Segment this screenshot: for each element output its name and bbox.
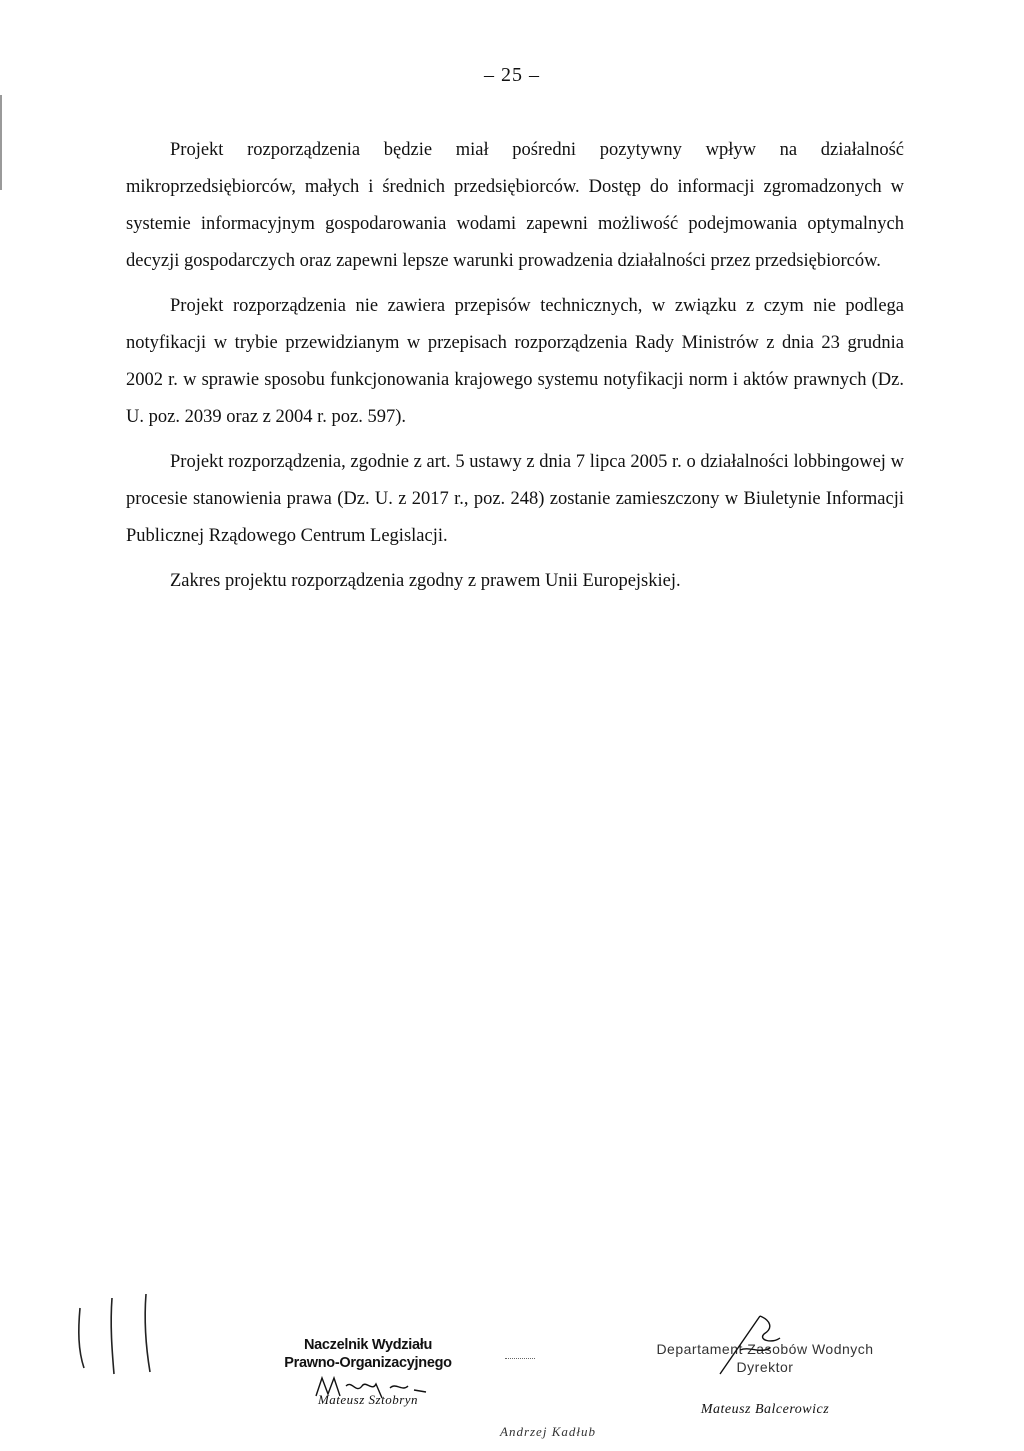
scan-edge-mark [0,95,2,190]
page-number: – 25 – [484,64,540,86]
paragraph-eu-compliance: Zakres projektu rozporządzenia zgodny z prawem Unii Europejskiej. [170,571,681,591]
paragraph-lobbying: Projekt rozporządzenia, zgodnie z art. 5 ustawy z dnia 7 lipca 2005 r. o działalności lobbingowej w procesie stanowienia prawa (Dz. U. z 2017 r., poz. 248) zostanie zamieszczony w Biuletynie Informacji Publicznej Rządowego Centrum Legislacji. [126,452,904,546]
stamp-director [650,1340,880,1418]
stamp-right-title-line1: Departament Zasobów Wodnych [656,1341,874,1357]
stamp-right-title-line2: Dyrektor [736,1359,794,1375]
paragraph-impact: Projekt rozporządzenia będzie miał pośredni pozytywny wpływ na działalność mikroprzedsiębiorców, małych i średnich przedsiębiorców. Dostęp do informacji zgromadzonych w systemie informacyjnym gospodarowania wodami zapewni możliwość podejmowania optymalnych decyzji gospodarczych oraz zapewni lepsze warunki prowadzenia działalności przez przedsiębiorców. [126,140,904,271]
stamp-left-title-line2: Prawno-Organizacyjnego [284,1355,452,1371]
dotted-line [505,1358,535,1359]
signature-area [0,1290,1024,1451]
document-body [126,132,904,608]
paragraph-notification: Projekt rozporządzenia nie zawiera przepisów technicznych, w związku z czym nie podlega notyfikacji w trybie przewidzianym w przepisach rozporządzenia Rady Ministrów z dnia 23 grudnia 2002 r. w sprawie sposobu funkcjonowania krajowego systemu notyfikacji norm i aktów prawnych (Dz. U. poz. 2039 oraz z 2004 r. poz. 597). [126,296,904,427]
stamp-bottom-name: Andrzej Kadłub [500,1424,596,1439]
stamp-head-of-division [268,1336,468,1408]
signature-right [700,1310,810,1380]
handwritten-initials [70,1290,160,1380]
signature-left [312,1372,432,1402]
stamp-left-name: Mateusz Sztobryn [317,1392,419,1407]
stamp-right-name: Mateusz Balcerowicz [700,1402,830,1417]
stamp-left-title-line1: Naczelnik Wydziału [303,1337,433,1353]
